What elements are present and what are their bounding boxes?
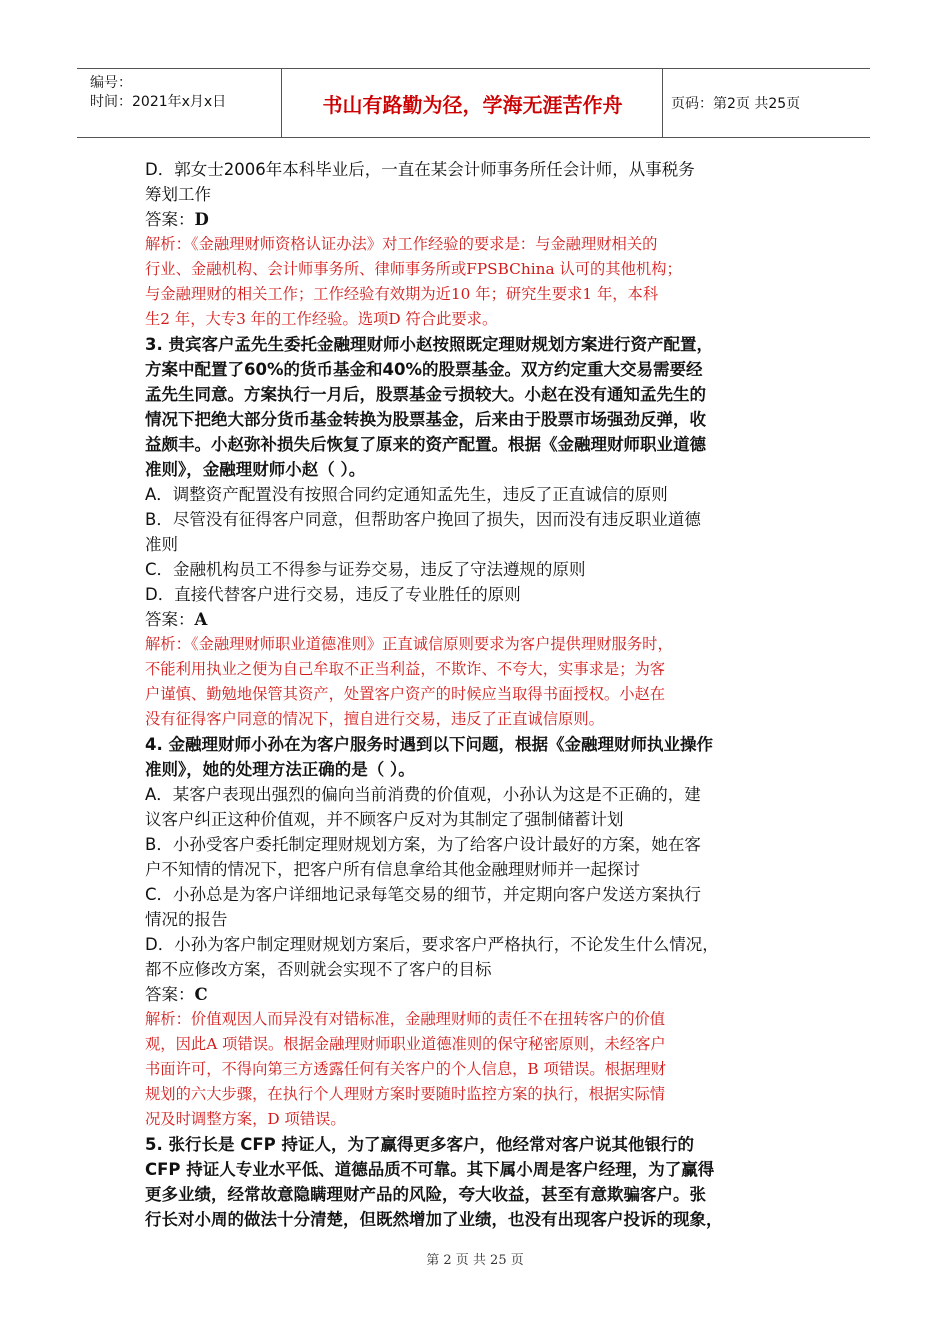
option-line: 筹划工作	[145, 185, 211, 204]
option-line: 议客户纠正这种价值观，并不顾客户反对为其制定了强制储蓄计划	[145, 810, 624, 829]
explanation-line: 生2 年，大专3 年的工作经验。选项D 符合此要求。	[145, 310, 498, 328]
question-stem-line: 3. 贵宾客户孟先生委托金融理财师小赵按照既定理财规划方案进行资产配置，	[145, 335, 713, 354]
option-line: 户不知情的情况下，把客户所有信息拿给其他金融理财师并一起探讨	[145, 860, 640, 879]
page-header	[77, 68, 870, 138]
answer-value: D	[194, 210, 209, 229]
code-label: 编号：	[90, 75, 132, 91]
question-stem-line: 方案中配置了60%的货币基金和40%的股票基金。双方约定重大交易需要经	[145, 360, 703, 379]
explanation-line: 况及时调整方案，D 项错误。	[145, 1110, 346, 1128]
explanation-line: 行业、金融机构、会计师事务所、律师事务所或FPSBChina 认可的其他机构；	[145, 260, 682, 278]
option-line: B．尽管没有征得客户同意，但帮助客户挽回了损失，因而没有违反职业道德	[145, 510, 701, 529]
header-page-info: 页码：第2页 共25页	[671, 96, 801, 112]
question-stem-line: 情况下把绝大部分货币基金转换为股票基金，后来由于股票市场强劲反弹，收	[145, 410, 706, 429]
question-stem-line: 益颇丰。小赵弥补损失后恢复了原来的资产配置。根据《金融理财师职业道德	[145, 435, 706, 454]
option-line: 准则	[145, 535, 178, 554]
answer-line	[145, 207, 805, 232]
explanation-line: 书面许可，不得向第三方透露任何有关客户的个人信息，B 项错误。根据理财	[145, 1060, 666, 1078]
answer-value: C	[194, 985, 208, 1004]
explanation-line: 规划的六大步骤，在执行个人理财方案时要随时监控方案的执行，根据实际情	[145, 1085, 666, 1103]
option-line: A．调整资产配置没有按照合同约定通知孟先生，违反了正直诚信的原则	[145, 485, 668, 504]
page-footer: 第 2 页 共 25 页	[426, 1253, 524, 1268]
explanation-line: 解析：价值观因人而异没有对错标准，金融理财师的责任不在扭转客户的价值	[145, 1010, 666, 1028]
explanation-line: 户谨慎、勤勉地保管其资产，处置客户资产的时候应当取得书面授权。小赵在	[145, 685, 666, 703]
date-label: 时间：2021年x月x日	[90, 94, 227, 110]
answer-line	[145, 982, 805, 1007]
question-stem-line: CFP 持证人专业水平低、道德品质不可靠。其下属小周是客户经理，为了赢得	[145, 1160, 715, 1179]
header-meta	[77, 69, 282, 137]
answer-prefix: 答案：	[145, 610, 195, 629]
header-motto: 书山有路勤为径，学海无涯苦作舟	[283, 69, 663, 137]
question-stem-line: 孟先生同意。方案执行一月后，股票基金亏损较大。小赵在没有通知孟先生的	[145, 385, 706, 404]
explanation-line: 不能利用执业之便为自己牟取不正当利益，不欺诈、不夸大，实事求是；为客	[145, 660, 666, 678]
explanation-line: 与金融理财的相关工作；工作经验有效期为近10 年；研究生要求1 年，本科	[145, 285, 659, 303]
option-line: C．小孙总是为客户详细地记录每笔交易的细节，并定期向客户发送方案执行	[145, 885, 702, 904]
question-stem-line: 行长对小周的做法十分清楚，但既然增加了业绩，也没有出现客户投诉的现象，	[145, 1210, 723, 1229]
question-stem-line: 更多业绩，经常故意隐瞒理财产品的风险，夸大收益，甚至有意欺骗客户。张	[145, 1185, 706, 1204]
explanation-line: 解析：《金融理财师职业道德准则》正直诚信原则要求为客户提供理财服务时，	[145, 635, 673, 653]
answer-value: A	[194, 610, 208, 629]
option-line: D．郭女士2006年本科毕业后，一直在某会计师事务所任会计师，从事税务	[145, 160, 695, 179]
explanation-line: 观，因此A 项错误。根据金融理财师职业道德准则的保守秘密原则，未经客户	[145, 1035, 666, 1053]
option-line: B．小孙受客户委托制定理财规划方案，为了给客户设计最好的方案，她在客	[145, 835, 701, 854]
question-stem-line: 4. 金融理财师小孙在为客户服务时遇到以下问题，根据《金融理财师执业操作	[145, 735, 713, 754]
option-line: C．金融机构员工不得参与证券交易，违反了守法遵规的原则	[145, 560, 586, 579]
explanation-line: 没有征得客户同意的情况下，擅自进行交易，违反了正直诚信原则。	[145, 710, 604, 728]
option-line: A．某客户表现出强烈的偏向当前消费的价值观，小孙认为这是不正确的，建	[145, 785, 701, 804]
question-stem-line: 准则》，金融理财师小赵（ ）。	[145, 460, 366, 479]
answer-prefix: 答案：	[145, 985, 195, 1004]
explanation-line: 解析：《金融理财师资格认证办法》对工作经验的要求是：与金融理财相关的	[145, 235, 658, 253]
option-line: 情况的报告	[145, 910, 228, 929]
question-stem-line: 5. 张行长是 CFP 持证人，为了赢得更多客户，他经常对客户说其他银行的	[145, 1135, 694, 1154]
answer-line	[145, 607, 805, 632]
option-line: D．直接代替客户进行交易，违反了专业胜任的原则	[145, 585, 521, 604]
question-stem-line: 准则》，她的处理方法正确的是（ ）。	[145, 760, 415, 779]
answer-prefix: 答案：	[145, 210, 195, 229]
document-body	[145, 157, 805, 1232]
option-line: 都不应修改方案，否则就会实现不了客户的目标	[145, 960, 492, 979]
option-line: D．小孙为客户制定理财规划方案后，要求客户严格执行，不论发生什么情况，	[145, 935, 719, 954]
